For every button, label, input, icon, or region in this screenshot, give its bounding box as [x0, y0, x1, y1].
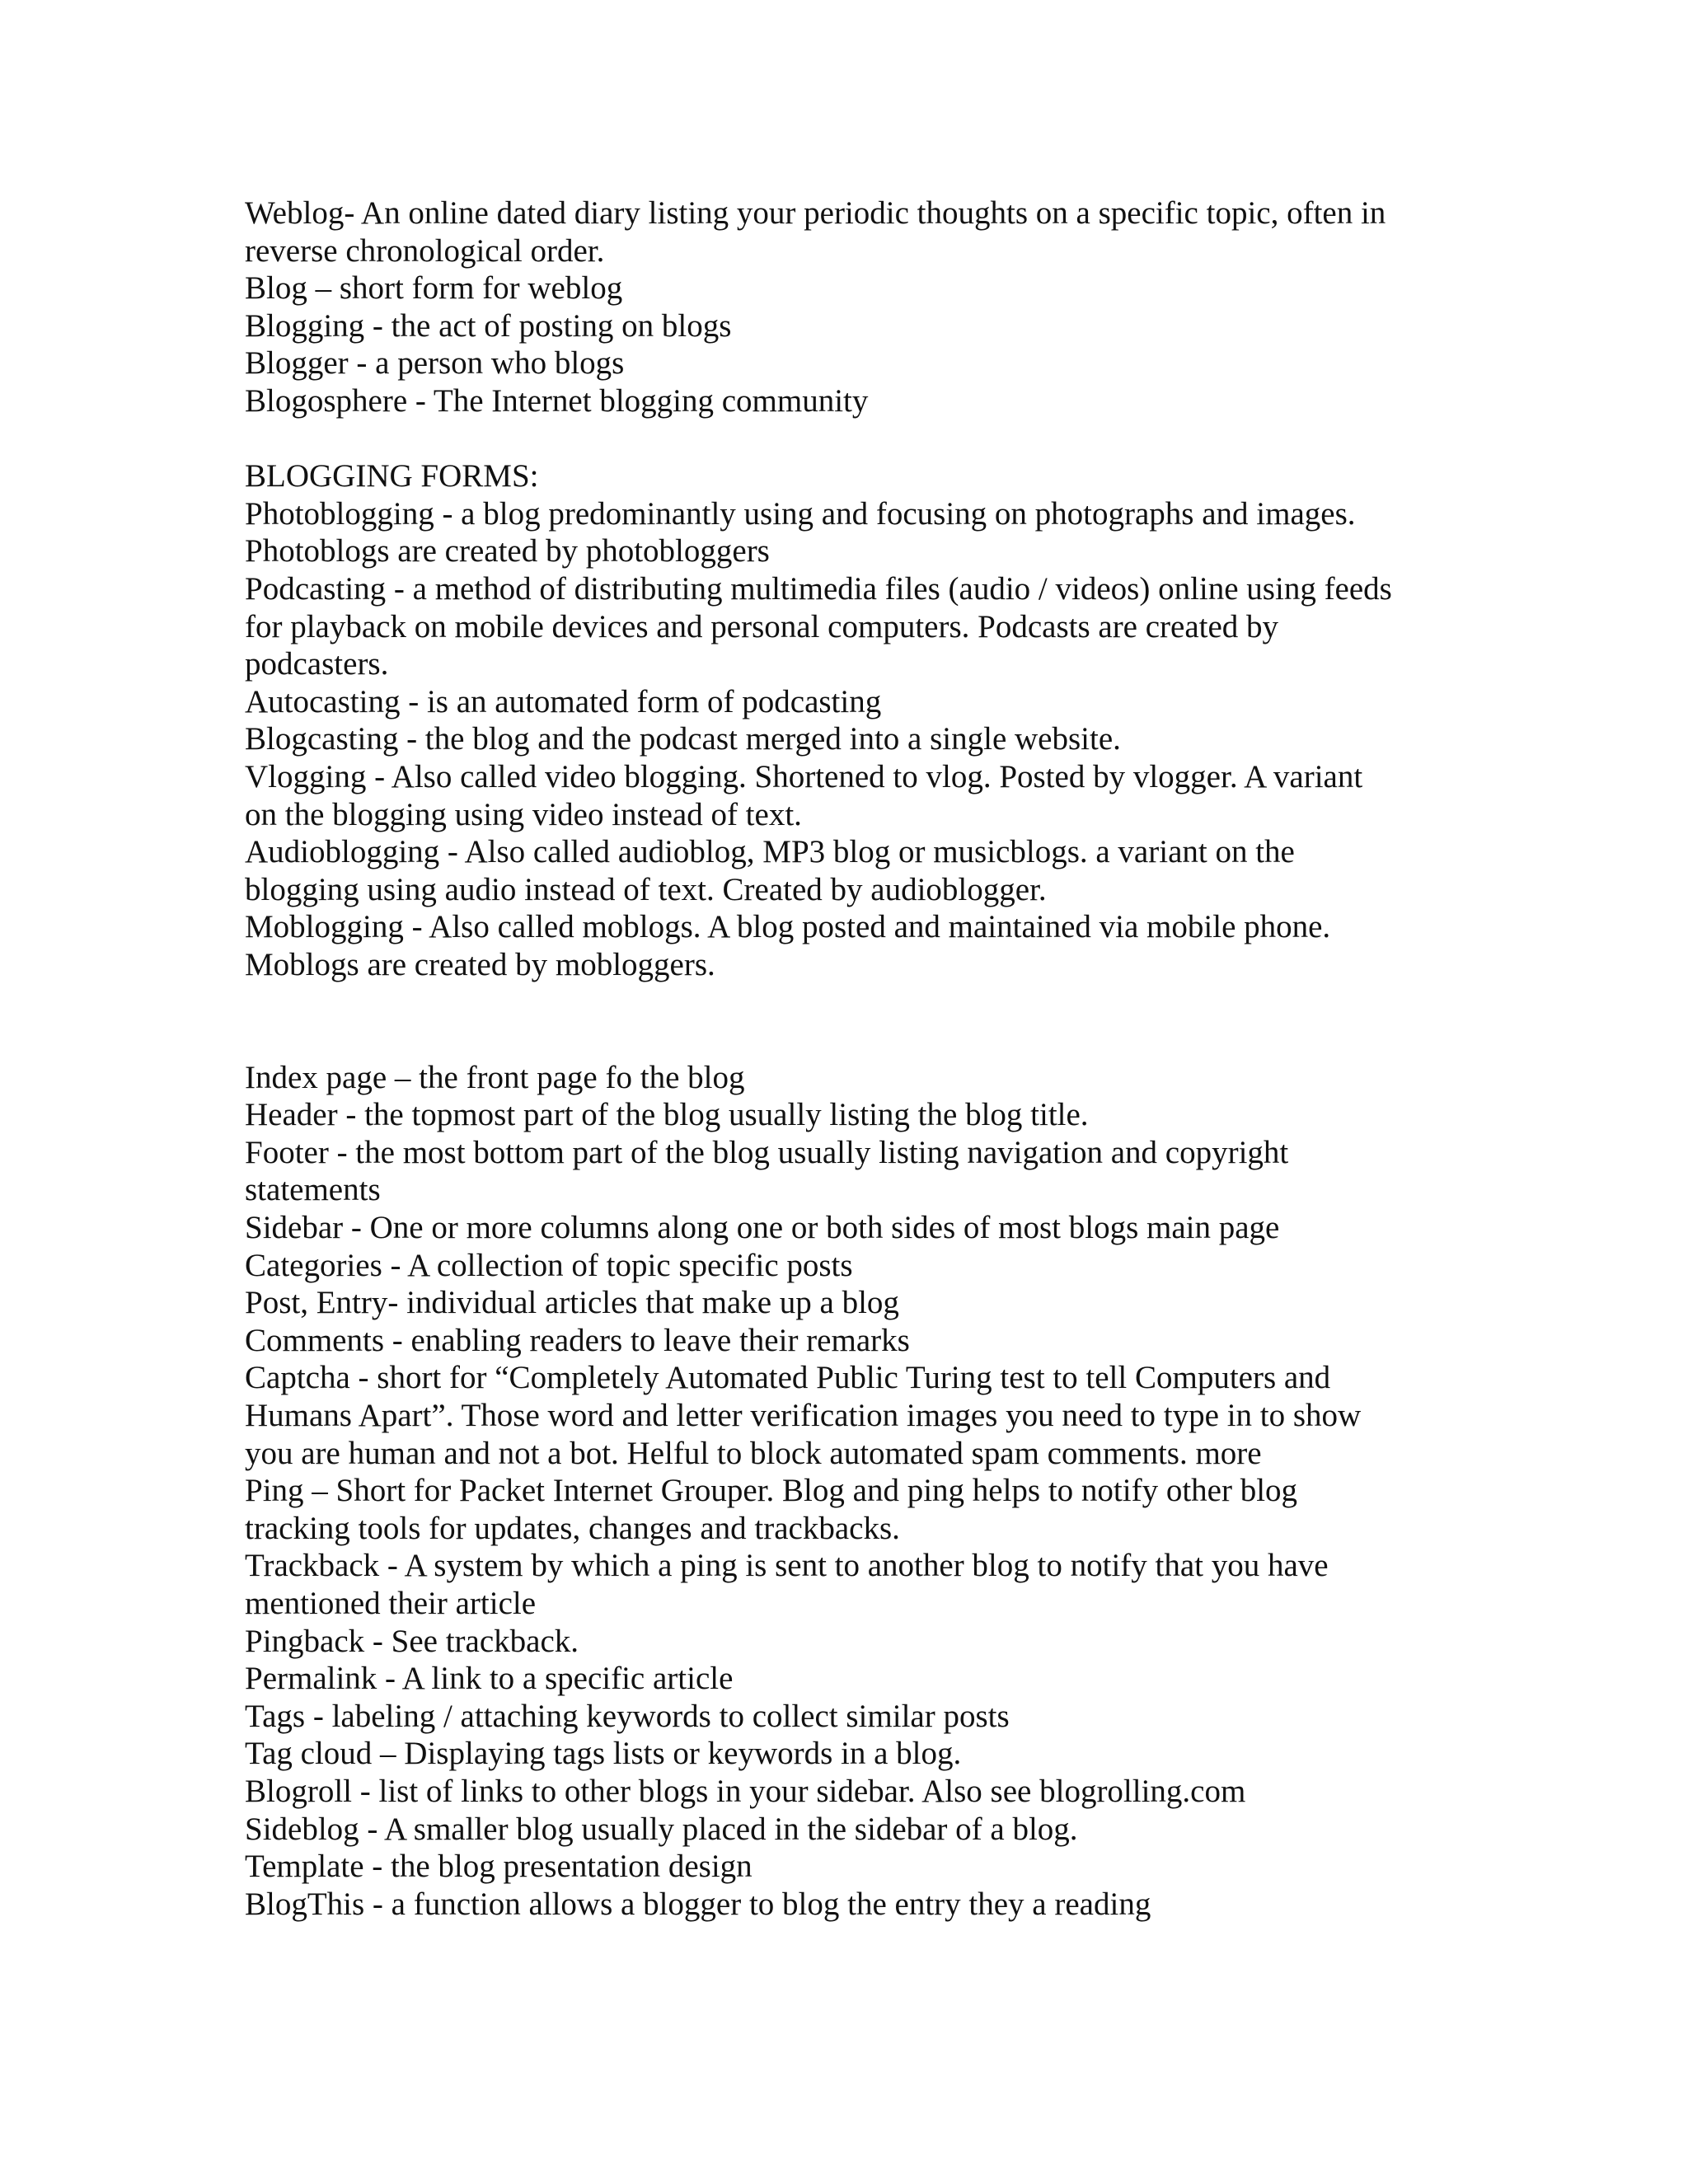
form-line: Vlogging - Also called video blogging. Shortened to vlog. Posted by vlogger. A variant [245, 758, 1363, 794]
definition-line: reverse chronological order. [245, 232, 605, 269]
form-line: Podcasting - a method of distributing multimedia files (audio / videos) online using feeds [245, 570, 1392, 607]
part-line: Index page – the front page fo the blog [245, 1059, 745, 1095]
definition-line: Blogger - a person who blogs [245, 345, 625, 382]
definition-line: Blogosphere - The Internet blogging community [245, 382, 869, 419]
part-line: statements [245, 1172, 381, 1208]
blogging-forms-section [245, 457, 1456, 983]
form-line: Moblogging - Also called moblogs. A blog posted and maintained via mobile phone. [245, 909, 1331, 945]
part-line: Footer - the most bottom part of the blog usually listing navigation and copyright [245, 1134, 1289, 1170]
part-line: Tag cloud – Displaying tags lists or keywords in a blog. [245, 1736, 962, 1772]
part-line: Blogroll - list of links to other blogs in your sidebar. Also see blogrolling.com [245, 1773, 1246, 1809]
part-line: Permalink - A link to a specific article [245, 1661, 734, 1697]
definition-line: Weblog- An online dated diary listing your periodic thoughts on a specific topic, often in [245, 195, 1386, 231]
form-line: on the blogging using video instead of text. [245, 796, 802, 832]
spacer [245, 983, 1456, 1058]
part-line: Categories - A collection of topic specific posts [245, 1247, 853, 1283]
form-line: Photoblogging - a blog predominantly using and focusing on photographs and images. [245, 495, 1356, 532]
section-heading: BLOGGING FORMS: [245, 458, 539, 494]
form-line: Photoblogs are created by photobloggers [245, 533, 770, 569]
document-body [245, 194, 1456, 1923]
part-line: Trackback - A system by which a ping is sent to another blog to notify that you have [245, 1548, 1329, 1584]
form-line: for playback on mobile devices and personal computers. Podcasts are created by [245, 608, 1279, 644]
part-line: Sidebar - One or more columns along one or both sides of most blogs main page [245, 1210, 1280, 1246]
part-line: Pingback - See trackback. [245, 1623, 579, 1659]
part-line: you are human and not a bot. Helful to block automated spam comments. more [245, 1435, 1262, 1471]
part-line: Header - the topmost part of the blog usually listing the blog title. [245, 1097, 1089, 1133]
part-line: Ping – Short for Packet Internet Grouper. Blog and ping helps to notify other blog [245, 1473, 1298, 1509]
part-line: Template - the blog presentation design [245, 1849, 753, 1885]
part-line: mentioned their article [245, 1585, 537, 1621]
form-line: Moblogs are created by mobloggers. [245, 946, 715, 982]
part-line: Post, Entry- individual articles that make up a blog [245, 1285, 899, 1321]
form-line: Blogcasting - the blog and the podcast merged into a single website. [245, 721, 1121, 757]
spacer [245, 420, 1456, 458]
definition-line: Blog – short form for weblog [245, 270, 623, 307]
definition-line: Blogging - the act of posting on blogs [245, 307, 732, 344]
form-line: blogging using audio instead of text. Created by audioblogger. [245, 871, 1047, 907]
part-line: Captcha - short for “Completely Automated Public Turing test to tell Computers and [245, 1360, 1331, 1396]
definitions-section [245, 194, 1456, 420]
part-line: BlogThis - a function allows a blogger to blog the entry they a reading [245, 1886, 1151, 1922]
part-line: Tags - labeling / attaching keywords to collect similar posts [245, 1698, 1010, 1734]
form-line: Audioblogging - Also called audioblog, MP3 blog or musicblogs. a variant on the [245, 834, 1295, 870]
form-line: podcasters. [245, 646, 389, 682]
blog-parts-section [245, 1059, 1456, 1924]
part-line: Sideblog - A smaller blog usually placed in the sidebar of a blog. [245, 1811, 1078, 1847]
part-line: Comments - enabling readers to leave their remarks [245, 1322, 910, 1358]
form-line: Autocasting - is an automated form of podcasting [245, 683, 882, 719]
part-line: tracking tools for updates, changes and trackbacks. [245, 1510, 900, 1546]
part-line: Humans Apart”. Those word and letter verification images you need to type in to show [245, 1398, 1362, 1433]
